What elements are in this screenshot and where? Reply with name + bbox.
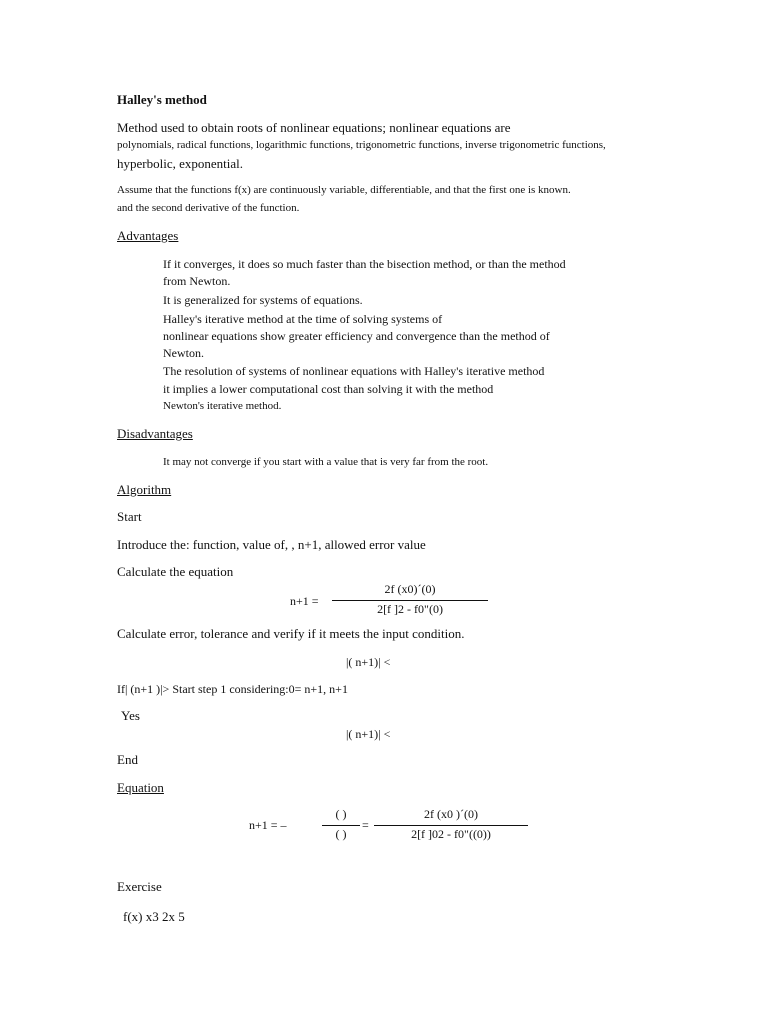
eq1-denominator: 2[f ]2 - f0"(0)	[377, 602, 443, 616]
assume-line-1: Assume that the functions f(x) are continuously variable, differentiable, and that the first one is known.	[117, 184, 571, 196]
advantage-item-4-line-1: The resolution of systems of nonlinear equations with Halley's iterative method	[163, 364, 545, 378]
advantage-item-1-line-2: from Newton.	[163, 274, 231, 288]
exercise-heading: Exercise	[117, 879, 162, 894]
fraction-bar	[332, 600, 488, 601]
page-title: Halley's method	[117, 92, 207, 107]
advantage-item-4-line-2: it implies a lower computational cost than solving it with the method	[163, 382, 494, 396]
algorithm-heading: Algorithm	[117, 482, 172, 497]
advantage-item-1-line-1: If it converges, it does so much faster than the bisection method, or than the method	[163, 257, 566, 271]
advantage-item-3-line-2: nonlinear equations show greater efficiency and convergence than the method of	[163, 329, 550, 343]
intro-line-1: Method used to obtain roots of nonlinear equations; nonlinear equations are	[117, 120, 511, 135]
algorithm-yes: Yes	[121, 708, 140, 723]
advantage-item-3-line-3: Newton.	[163, 346, 204, 360]
eq1-lhs: n+1 =	[290, 594, 319, 608]
if-line: If| (n+1 )|> Start step 1 considering:0= n+1, n+1	[117, 682, 348, 696]
algorithm-calculate-equation: Calculate the equation	[117, 564, 234, 579]
exercise-formula: f(x) x3 2x 5	[123, 909, 185, 924]
equation-rhs-denominator: 2[f ]02 - f0"((0))	[411, 827, 491, 841]
eq1-numerator: 2f (x0)´(0)	[384, 582, 436, 596]
equation-mid-numerator: ( )	[335, 807, 347, 821]
advantage-item-2-line-1: It is generalized for systems of equations.	[163, 293, 363, 307]
algorithm-calculate-error: Calculate error, tolerance and verify if it meets the input condition.	[117, 626, 465, 641]
fraction-bar	[374, 825, 528, 826]
equation-heading: Equation	[117, 780, 164, 795]
disadvantage-item-1: It may not converge if you start with a value that is very far from the root.	[163, 456, 489, 468]
condition-2: |( n+1)| <	[346, 727, 391, 741]
equation-rhs-numerator: 2f (x0 )´(0)	[424, 807, 478, 821]
algorithm-introduce: Introduce the: function, value of, , n+1, allowed error value	[117, 537, 426, 552]
disadvantages-heading: Disadvantages	[117, 426, 193, 441]
advantage-item-4-line-3: Newton's iterative method.	[163, 400, 282, 412]
intro-line-3: hyperbolic, exponential.	[117, 156, 243, 171]
equals-sign: =	[362, 818, 369, 832]
condition-1: |( n+1)| <	[346, 655, 391, 669]
assume-line-2: and the second derivative of the function.	[117, 202, 300, 214]
advantage-item-3-line-1: Halley's iterative method at the time of solving systems of	[163, 312, 443, 326]
intro-line-2: polynomials, radical functions, logarithmic functions, trigonometric functions, inverse trigonometric functions,	[117, 139, 606, 151]
algorithm-start: Start	[117, 509, 142, 524]
algorithm-end: End	[117, 752, 138, 767]
equation-mid-denominator: ( )	[335, 827, 347, 841]
equation-lhs: n+1 = –	[249, 818, 287, 832]
fraction-bar	[322, 825, 360, 826]
advantages-heading: Advantages	[117, 228, 179, 243]
